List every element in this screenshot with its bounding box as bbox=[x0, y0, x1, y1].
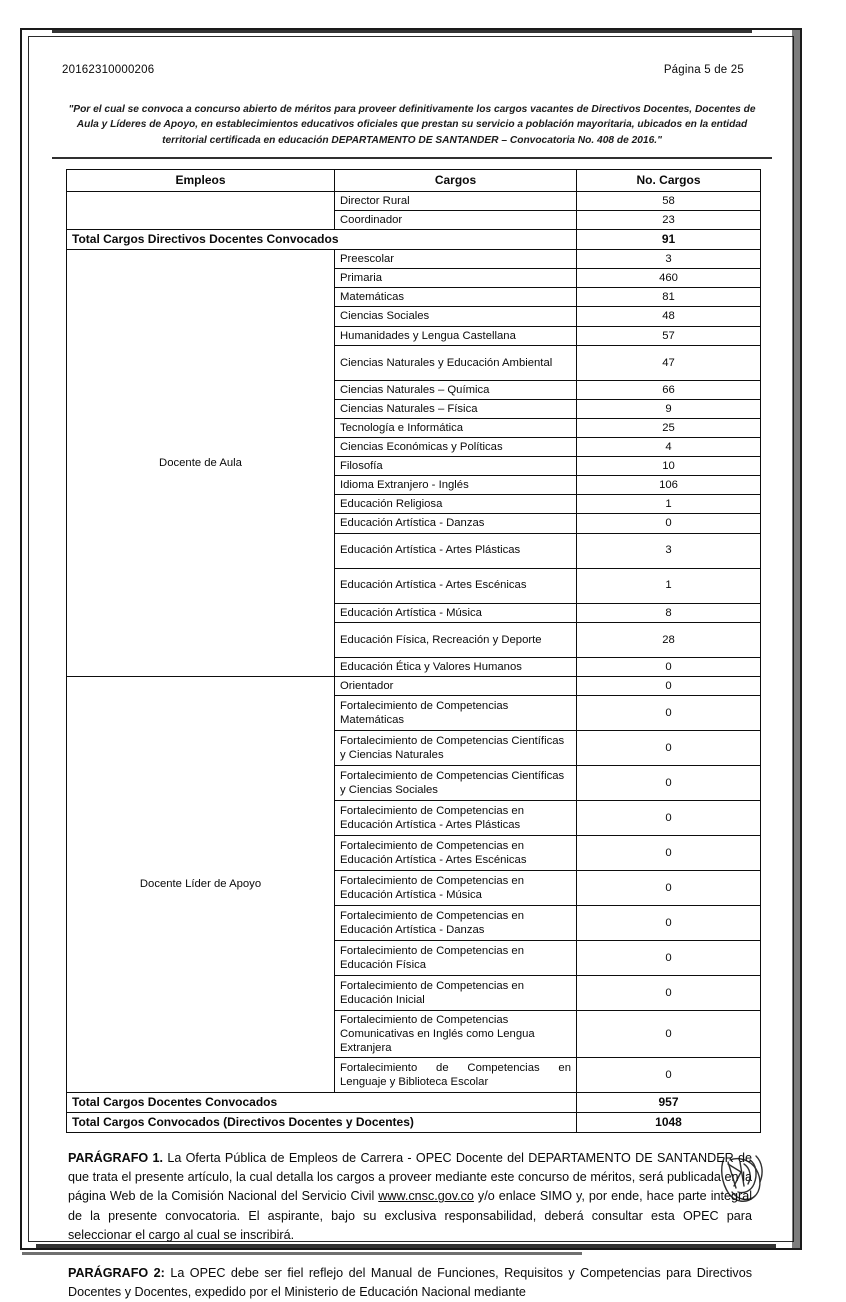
cargo-count: 0 bbox=[577, 870, 761, 905]
cargo-name: Fortalecimiento de Competencias Científicas y Ciencias Naturales bbox=[335, 730, 577, 765]
cargo-count: 0 bbox=[577, 730, 761, 765]
cargo-count: 10 bbox=[577, 457, 761, 476]
cargo-count: 9 bbox=[577, 399, 761, 418]
cargo-name: Primaria bbox=[335, 269, 577, 288]
document-header bbox=[38, 46, 786, 76]
paragraph-1-text-a: La Oferta Pública de Empleos de Carrera - OPEC Docente del DEPARTAMENTO DE SANTANDER de que trata el presente artículo, la cual detalla los cargos a proveer mediante este concurso de méritos, será publicada en la página Web de la Comisión Nacional del Servicio Civil bbox=[68, 1151, 752, 1204]
cargo-name: Educación Artística - Artes Escénicas bbox=[335, 568, 577, 603]
cargo-count: 1 bbox=[577, 568, 761, 603]
cargo-count: 0 bbox=[577, 1058, 761, 1093]
cargo-count: 66 bbox=[577, 380, 761, 399]
table-row bbox=[67, 250, 761, 269]
cargo-name: Fortalecimiento de Competencias en Educación Artística - Danzas bbox=[335, 905, 577, 940]
cargo-count: 0 bbox=[577, 835, 761, 870]
total-docentes-label: Total Cargos Docentes Convocados bbox=[67, 1093, 577, 1113]
cargo-count: 4 bbox=[577, 437, 761, 456]
cargo-name: Humanidades y Lengua Castellana bbox=[335, 326, 577, 345]
decree-epigraph: "Por el cual se convoca a concurso abierto de méritos para proveer definitivamente los cargos vacantes de Directivos Docentes, Docentes de Aula y Líderes de Apoyo, en establecimientos educativos oficiales que prestan su servicio a población mayoritaria, ubicados en la entidad territorial certificada en educación DEPARTAMENTO DE SANTANDER – Convocatoria No. 408 de 2016." bbox=[68, 104, 756, 146]
cargo-count: 8 bbox=[577, 603, 761, 622]
cargo-count: 460 bbox=[577, 269, 761, 288]
col-header-no-cargos: No. Cargos bbox=[577, 169, 761, 191]
cargo-count: 81 bbox=[577, 288, 761, 307]
total-general-label: Total Cargos Convocados (Directivos Docentes y Docentes) bbox=[67, 1113, 577, 1133]
total-directivos-label: Total Cargos Directivos Docentes Convocados bbox=[67, 230, 577, 250]
cargo-count: 47 bbox=[577, 345, 761, 380]
cargo-name: Filosofía bbox=[335, 457, 577, 476]
opec-vacancies-table bbox=[66, 169, 761, 1133]
cargo-count: 3 bbox=[577, 533, 761, 568]
document-number: 20162310000206 bbox=[62, 64, 155, 76]
cargo-count: 3 bbox=[577, 250, 761, 269]
opec-table-body bbox=[67, 191, 761, 1132]
cargo-count: 106 bbox=[577, 476, 761, 495]
cargo-name: Fortalecimiento de Competencias Científicas y Ciencias Sociales bbox=[335, 765, 577, 800]
cargo-name: Fortalecimiento de Competencias en Educación Artística - Artes Plásticas bbox=[335, 800, 577, 835]
cargo-name: Educación Artística - Música bbox=[335, 603, 577, 622]
cargo-count: 48 bbox=[577, 307, 761, 326]
table-header-row bbox=[67, 169, 761, 191]
cargo-name: Educación Física, Recreación y Deporte bbox=[335, 622, 577, 657]
cargo-name: Director Rural bbox=[335, 191, 577, 210]
cargo-count: 0 bbox=[577, 940, 761, 975]
paragraph-2-label: PARÁGRAFO 2: bbox=[68, 1265, 165, 1280]
cargo-name: Ciencias Económicas y Políticas bbox=[335, 437, 577, 456]
paragraph-2-text: La OPEC debe ser fiel reflejo del Manual de Funciones, Requisitos y Competencias para Directivos Docentes y Docentes, expedido por el Ministerio de Educación Nacional mediante bbox=[68, 1265, 752, 1300]
cargo-name: Educación Artística - Artes Plásticas bbox=[335, 533, 577, 568]
cargo-name: Fortalecimiento de Competencias en Educación Artística - Música bbox=[335, 870, 577, 905]
cargo-name: Preescolar bbox=[335, 250, 577, 269]
cargo-count: 0 bbox=[577, 1010, 761, 1057]
cargo-count: 57 bbox=[577, 326, 761, 345]
cargo-count: 1 bbox=[577, 495, 761, 514]
cargo-count: 0 bbox=[577, 905, 761, 940]
paragraph-1-label: PARÁGRAFO 1. bbox=[68, 1151, 164, 1166]
cargo-name: Educación Ética y Valores Humanos bbox=[335, 657, 577, 676]
cargo-name: Ciencias Naturales y Educación Ambiental bbox=[335, 345, 577, 380]
total-general-count: 1048 bbox=[577, 1113, 761, 1133]
cargo-name: Fortalecimiento de Competencias Matemáticas bbox=[335, 695, 577, 730]
scan-edge-smudge-bottom-secondary bbox=[22, 1252, 582, 1255]
cargo-count: 0 bbox=[577, 676, 761, 695]
handwritten-signature-icon bbox=[710, 1142, 772, 1208]
header-divider-rule bbox=[52, 157, 772, 159]
cargo-name: Educación Artística - Danzas bbox=[335, 514, 577, 533]
cargo-count: 58 bbox=[577, 191, 761, 210]
col-header-cargos: Cargos bbox=[335, 169, 577, 191]
paragraph-2 bbox=[68, 1264, 752, 1302]
cargo-name: Orientador bbox=[335, 676, 577, 695]
group-label-directivos bbox=[67, 191, 335, 229]
total-directivos-count: 91 bbox=[577, 230, 761, 250]
cargo-count: 0 bbox=[577, 800, 761, 835]
table-row bbox=[67, 1093, 761, 1113]
cargo-name: Tecnología e Informática bbox=[335, 418, 577, 437]
cnsc-website-link[interactable]: www.cnsc.gov.co bbox=[378, 1189, 474, 1204]
cargo-count: 0 bbox=[577, 514, 761, 533]
cargo-name: Ciencias Naturales – Física bbox=[335, 399, 577, 418]
table-row bbox=[67, 676, 761, 695]
cargo-name: Idioma Extranjero - Inglés bbox=[335, 476, 577, 495]
group-label-docente-lider: Docente Líder de Apoyo bbox=[67, 676, 335, 1092]
cargo-name: Matemáticas bbox=[335, 288, 577, 307]
table-row bbox=[67, 230, 761, 250]
cargo-name: Fortalecimiento de Competencias en Educación Inicial bbox=[335, 975, 577, 1010]
cargo-count: 28 bbox=[577, 622, 761, 657]
page-number: Página 5 de 25 bbox=[663, 64, 744, 76]
table-row bbox=[67, 191, 761, 210]
cargo-count: 0 bbox=[577, 765, 761, 800]
cargo-count: 0 bbox=[577, 695, 761, 730]
cargo-count: 25 bbox=[577, 418, 761, 437]
cargo-name: Fortalecimiento de Competencias en Educación Física bbox=[335, 940, 577, 975]
cargo-name: Fortalecimiento de Competencias Comunicativas en Inglés como Lengua Extranjera bbox=[335, 1010, 577, 1057]
cargo-count: 23 bbox=[577, 211, 761, 230]
cargo-name: Fortalecimiento de Competencias en Lenguaje y Biblioteca Escolar bbox=[335, 1058, 577, 1093]
cargo-name: Coordinador bbox=[335, 211, 577, 230]
cargo-name: Ciencias Sociales bbox=[335, 307, 577, 326]
cargo-name: Ciencias Naturales – Química bbox=[335, 380, 577, 399]
paragraph-1 bbox=[68, 1149, 752, 1245]
scan-edge-smudge-top bbox=[52, 30, 752, 33]
paragraph-1-text-b: y/o enlace SIMO y, por ende, hace parte integral de la presente convocatoria. El aspirante, bajo su exclusiva responsabilidad, deberá consultar esta OPEC para seleccionar el cargo al cual se inscribirá. bbox=[68, 1189, 752, 1242]
cargo-count: 0 bbox=[577, 657, 761, 676]
opec-table-container bbox=[66, 169, 758, 1133]
col-header-empleos: Empleos bbox=[67, 169, 335, 191]
cargo-name: Fortalecimiento de Competencias en Educación Artística - Artes Escénicas bbox=[335, 835, 577, 870]
cargo-name: Educación Religiosa bbox=[335, 495, 577, 514]
total-docentes-count: 957 bbox=[577, 1093, 761, 1113]
document-page bbox=[38, 46, 786, 1300]
group-label-docente-aula: Docente de Aula bbox=[67, 250, 335, 677]
table-row bbox=[67, 1113, 761, 1133]
scan-edge-smudge-right bbox=[792, 30, 800, 1248]
cargo-count: 0 bbox=[577, 975, 761, 1010]
